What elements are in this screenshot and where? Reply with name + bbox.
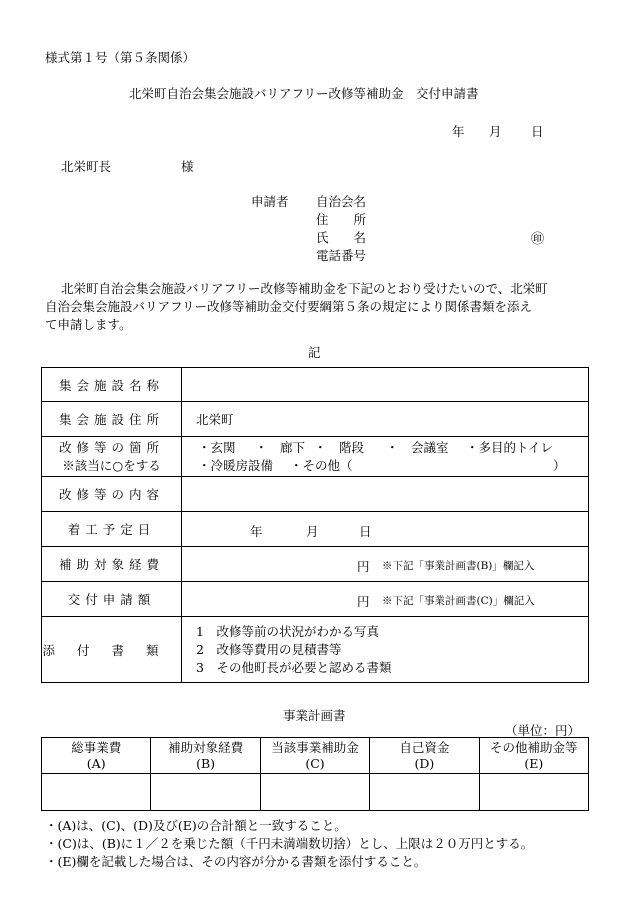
subsidy-cost-unit: 円 [357,559,370,574]
form-number: 様式第１号（第５条関係） [45,50,196,65]
repair-location-options [182,437,589,477]
note-line: ・(A)は、(C)、(D)及び(E)の合計額と一致すること。 [45,818,347,833]
start-date-label: 着工予定日 [42,512,182,547]
grant-amount-field[interactable] [182,582,589,617]
seal-mark: ㊞ [531,232,545,247]
facility-name-field[interactable] [182,368,589,402]
applicant-label: 申請者 [251,194,289,209]
table-row [42,368,589,402]
plan-header-grant: 当該事業補助金 (C) [260,738,369,774]
subsidy-cost-field[interactable] [182,547,589,582]
start-date-day: 日 [359,524,372,539]
body-line-3: て申請します。 [45,317,132,332]
option-other[interactable]: ・その他（ [290,457,353,473]
table-row [42,774,589,811]
plan-value-c[interactable] [260,774,369,811]
option-multipurpose-toilet[interactable]: ・多目的トイレ [466,439,553,455]
addressee-name: 北栄町長 [61,159,112,174]
grant-amount-unit: 円 [357,594,370,609]
plan-header-subsidy-cost: 補助対象経費 (B) [151,738,260,774]
plan-unit: （単位：円） [505,723,581,738]
body-line-1: 北栄町自治会集会施設バリアフリー改修等補助金を下記のとおり受けたいので、北栄町 [61,281,548,296]
repair-content-field[interactable] [182,477,589,512]
plan-value-e[interactable] [479,774,588,811]
plan-value-d[interactable] [370,774,479,811]
note-line: ・(E)欄を記載した場合は、その内容が分かる書類を添付すること。 [45,854,427,869]
applicant-field-address: 住 所 [316,212,367,227]
option-meeting-room[interactable]: ・ 会議室 [386,439,449,455]
attachment-item: 1 改修等前の状況がわかる写真 [196,623,379,639]
body-line-2: 自治会集会施設バリアフリー改修等補助金交付要綱第５条の規定により関係書類を添え [45,299,533,314]
addressee-honorific: 様 [181,159,194,174]
facility-name-label: 集会施設名称 [42,368,182,402]
attachment-item: 3 その他町長が必要と認める書類 [196,659,392,675]
attachments-list [182,617,589,683]
repair-location-sublabel: ※該当に○をする [62,457,161,473]
option-other-close: ） [553,457,566,473]
facility-address-label: 集会施設住所 [42,402,182,437]
table-row [42,437,589,477]
applicant-field-group: 自治会名 [316,194,367,209]
table-row [42,617,589,683]
start-date-year: 年 [250,524,263,539]
table-row [42,547,589,582]
form-title: 北栄町自治会集会施設バリアフリー改修等補助金 交付申請書 [129,86,479,101]
plan-header-own-funds: 自己資金 (D) [370,738,479,774]
table-row [42,402,589,437]
table-row [42,477,589,512]
table-row [42,512,589,547]
grant-amount-note: ※下記「事業計画書(C)」欄記入 [382,595,535,607]
business-plan-table [41,737,589,811]
option-corridor[interactable]: ・ 廊下 [255,439,306,455]
table-row [42,582,589,617]
repair-location-label-cell [42,437,182,477]
option-stairs[interactable]: ・ 階段 [314,439,365,455]
plan-value-b[interactable] [151,774,260,811]
attachment-item: 2 改修等費用の見積書等 [196,641,342,657]
plan-title: 事業計画書 [283,708,346,723]
start-date-field[interactable] [182,512,589,547]
attachments-label: 添付書類 [42,617,182,683]
table-row [42,738,589,774]
plan-value-a[interactable] [42,774,151,811]
subsidy-cost-note: ※下記「事業計画書(B)」欄記入 [382,560,535,572]
subsidy-cost-label: 補助対象経費 [42,547,182,582]
date-month: 月 [489,124,502,139]
plan-header-total: 総事業費 (A) [42,738,151,774]
option-entrance[interactable]: ・玄関 [198,439,236,455]
facility-address-field[interactable]: 北栄町 [182,402,589,437]
note-line: ・(C)は、(B)に１／２を乗じた額（千円未満端数切捨）とし、上限は２０万円とする。 [45,836,534,851]
option-air-conditioning[interactable]: ・冷暖房設備 [198,457,274,473]
repair-content-label: 改修等の内容 [42,477,182,512]
ki-heading: 記 [308,345,321,360]
grant-amount-label: 交付申請額 [42,582,182,617]
repair-location-label: 改修等の箇所 [58,439,164,455]
date-year: 年 [452,124,465,139]
applicant-field-phone: 電話番号 [316,248,367,263]
start-date-month: 月 [306,524,319,539]
date-day: 日 [531,124,544,139]
plan-header-other-subsidy: その他補助金等 (E) [479,738,588,774]
applicant-field-name: 氏 名 [316,230,367,245]
application-table [41,367,589,683]
